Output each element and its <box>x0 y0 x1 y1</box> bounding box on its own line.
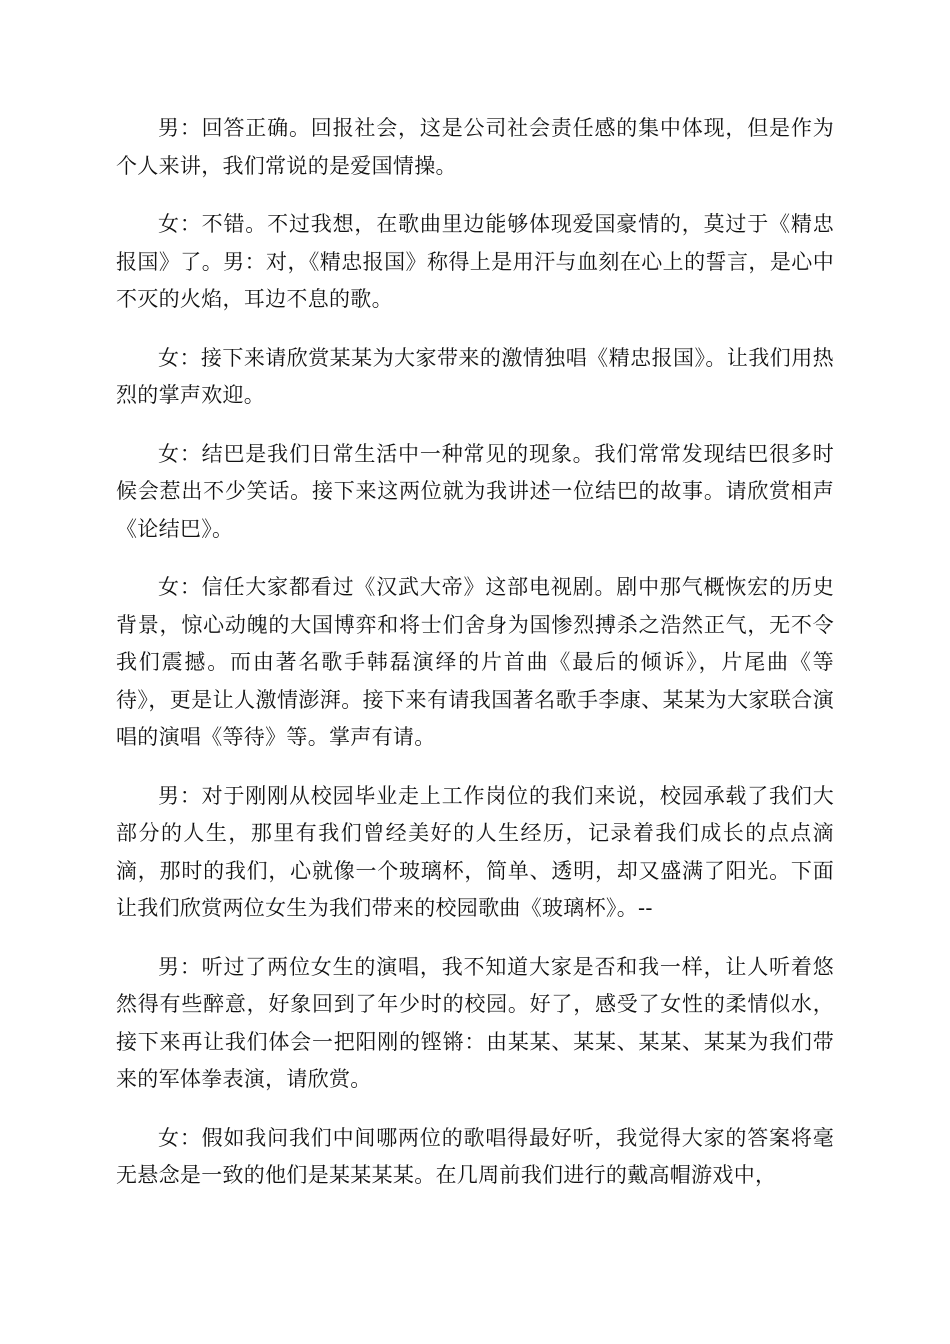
paragraph-4: 女：结巴是我们日常生活中一种常见的现象。我们常常发现结巴很多时候会惹出不少笑话。接下来这两位就为我讲述一位结巴的故事。请欣赏相声《论结巴》。 <box>116 441 834 541</box>
paragraph-2: 女：不错。不过我想，在歌曲里边能够体现爱国豪情的，莫过于《精忠报国》了。男：对，《精忠报国》称得上是用汗与血刻在心上的誓言，是心中不灭的火焰，耳边不息的歌。 <box>116 212 834 311</box>
paragraph-7: 男：听过了两位女生的演唱，我不知道大家是否和我一样，让人听着悠然得有些醉意，好象回到了年少时的校园。好了，感受了女性的柔情似水，接下来再让我们体会一把阳刚的铿锵：由某某、某某、某某、某某为我们带来的军体拳表演，请欣赏。 <box>116 954 834 1091</box>
paragraph-6: 男：对于刚刚从校园毕业走上工作岗位的我们来说，校园承载了我们大部分的人生，那里有我们曾经美好的人生经历，记录着我们成长的点点滴滴，那时的我们，心就像一个玻璃杯，简单、透明，却又盛满了阳光。下面让我们欣赏两位女生为我们带来的校园歌曲《玻璃杯》。-- <box>116 783 834 920</box>
paragraph-8: 女：假如我问我们中间哪两位的歌唱得最好听，我觉得大家的答案将毫无悬念是一致的他们是某某某某。在几周前我们进行的戴高帽游戏中， <box>116 1125 834 1187</box>
document-body <box>116 110 834 1216</box>
paragraph-3: 女：接下来请欣赏某某为大家带来的激情独唱《精忠报国》。让我们用热烈的掌声欢迎。 <box>116 345 834 407</box>
paragraph-1: 男：回答正确。回报社会，这是公司社会责任感的集中体现，但是作为个人来讲，我们常说的是爱国情操。 <box>116 116 834 178</box>
paragraph-5: 女：信任大家都看过《汉武大帝》这部电视剧。剧中那气概恢宏的历史背景，惊心动魄的大国博弈和将士们舍身为国惨烈搏杀之浩然正气，无不令我们震撼。而由著名歌手韩磊演绎的片首曲《最后的倾诉》，片尾曲《等待》，更是让人激情澎湃。接下来有请我国著名歌手李康、某某为大家联合演唱的演唱《等待》等。掌声有请。 <box>116 575 834 749</box>
